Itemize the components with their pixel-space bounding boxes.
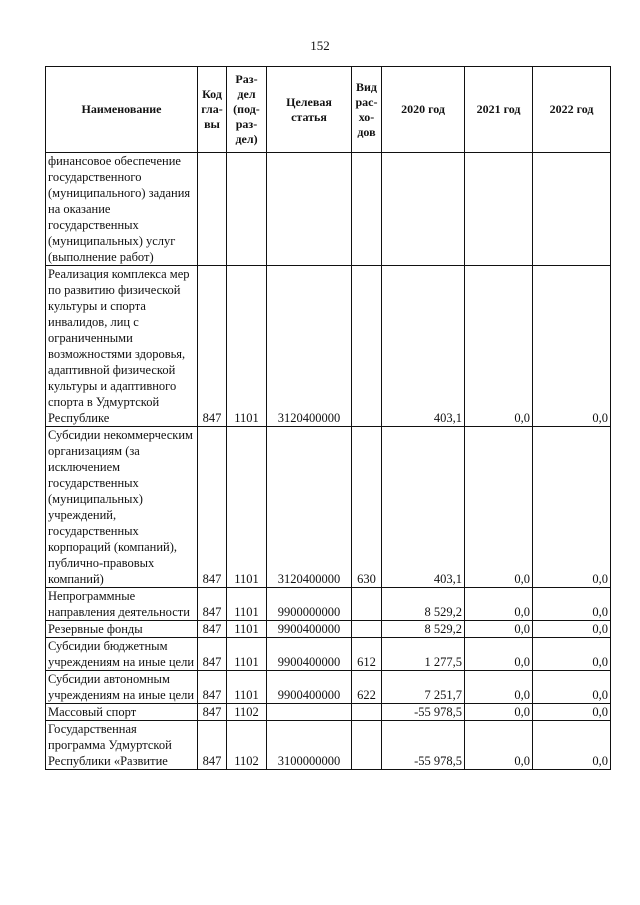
row-name: Государственная программа Удмуртской Республики «Развитие <box>46 721 198 770</box>
row-2020: -55 978,5 <box>382 721 465 770</box>
row-type <box>352 588 382 621</box>
row-2021: 0,0 <box>465 638 533 671</box>
row-2020: 8 529,2 <box>382 588 465 621</box>
row-section: 1101 <box>227 671 267 704</box>
row-code: 847 <box>198 704 227 721</box>
row-target: 3120400000 <box>267 427 352 588</box>
header-2022: 2022 год <box>533 67 611 153</box>
row-2021: 0,0 <box>465 621 533 638</box>
row-2020: 403,1 <box>382 266 465 427</box>
row-2022: 0,0 <box>533 721 611 770</box>
row-2021: 0,0 <box>465 671 533 704</box>
table-row <box>46 588 611 621</box>
row-2022: 0,0 <box>533 588 611 621</box>
row-2021: 0,0 <box>465 266 533 427</box>
row-section: 1101 <box>227 588 267 621</box>
row-type: 612 <box>352 638 382 671</box>
row-target: 3100000000 <box>267 721 352 770</box>
row-2022 <box>533 153 611 266</box>
row-2020 <box>382 153 465 266</box>
budget-table <box>45 66 611 770</box>
row-code: 847 <box>198 671 227 704</box>
row-2022: 0,0 <box>533 621 611 638</box>
row-target <box>267 704 352 721</box>
row-code: 847 <box>198 427 227 588</box>
row-2022: 0,0 <box>533 671 611 704</box>
header-2020: 2020 год <box>382 67 465 153</box>
row-type <box>352 153 382 266</box>
table-header-row <box>46 67 611 153</box>
row-name: Субсидии некоммерческим организациям (за исключением государственных (муниципальных) учреждений, государственных корпораций (компаний), публично-правовых компаний) <box>46 427 198 588</box>
row-code: 847 <box>198 588 227 621</box>
row-code: 847 <box>198 638 227 671</box>
row-2020: 8 529,2 <box>382 621 465 638</box>
row-2020: 7 251,7 <box>382 671 465 704</box>
row-code: 847 <box>198 266 227 427</box>
row-section <box>227 153 267 266</box>
row-target: 9900400000 <box>267 671 352 704</box>
row-section: 1101 <box>227 638 267 671</box>
row-section: 1102 <box>227 721 267 770</box>
table-row <box>46 721 611 770</box>
row-2021: 0,0 <box>465 721 533 770</box>
row-type: 630 <box>352 427 382 588</box>
row-target: 9900400000 <box>267 621 352 638</box>
row-section: 1101 <box>227 621 267 638</box>
row-type <box>352 721 382 770</box>
row-code <box>198 153 227 266</box>
table-row <box>46 638 611 671</box>
header-2021: 2021 год <box>465 67 533 153</box>
row-2020: -55 978,5 <box>382 704 465 721</box>
row-2022: 0,0 <box>533 704 611 721</box>
table-row <box>46 621 611 638</box>
row-name: Резервные фонды <box>46 621 198 638</box>
row-2021: 0,0 <box>465 704 533 721</box>
row-2021: 0,0 <box>465 427 533 588</box>
row-name: финансовое обеспечение государственного (муниципального) задания на оказание государственных (муниципальных) услуг (выполнение работ) <box>46 153 198 266</box>
row-name: Субсидии автономным учреждениям на иные цели <box>46 671 198 704</box>
row-2022: 0,0 <box>533 427 611 588</box>
header-type: Вид рас-хо-дов <box>352 67 382 153</box>
row-2020: 403,1 <box>382 427 465 588</box>
row-code: 847 <box>198 621 227 638</box>
row-target <box>267 153 352 266</box>
table-row <box>46 427 611 588</box>
row-type <box>352 266 382 427</box>
row-type <box>352 621 382 638</box>
row-2021: 0,0 <box>465 588 533 621</box>
row-section: 1101 <box>227 427 267 588</box>
row-target: 3120400000 <box>267 266 352 427</box>
row-section: 1101 <box>227 266 267 427</box>
table-row <box>46 153 611 266</box>
row-name: Непрограммные направления деятельности <box>46 588 198 621</box>
row-2020: 1 277,5 <box>382 638 465 671</box>
row-2022: 0,0 <box>533 266 611 427</box>
row-name: Реализация комплекса мер по развитию физической культуры и спорта инвалидов, лиц с ограниченными возможностями здоровья, адаптивной физической культуры и адаптивного спорта в Удмуртской Республике <box>46 266 198 427</box>
table-row <box>46 704 611 721</box>
row-target: 9900000000 <box>267 588 352 621</box>
header-name: Наименование <box>46 67 198 153</box>
row-code: 847 <box>198 721 227 770</box>
row-name: Массовый спорт <box>46 704 198 721</box>
table-row <box>46 671 611 704</box>
row-2021 <box>465 153 533 266</box>
row-type <box>352 704 382 721</box>
header-section: Раз-дел (под-раз-дел) <box>227 67 267 153</box>
table-row <box>46 266 611 427</box>
header-target: Целевая статья <box>267 67 352 153</box>
row-type: 622 <box>352 671 382 704</box>
row-section: 1102 <box>227 704 267 721</box>
row-2022: 0,0 <box>533 638 611 671</box>
row-target: 9900400000 <box>267 638 352 671</box>
header-code: Код гла-вы <box>198 67 227 153</box>
page-number: 152 <box>310 38 330 53</box>
row-name: Субсидии бюджетным учреждениям на иные цели <box>46 638 198 671</box>
